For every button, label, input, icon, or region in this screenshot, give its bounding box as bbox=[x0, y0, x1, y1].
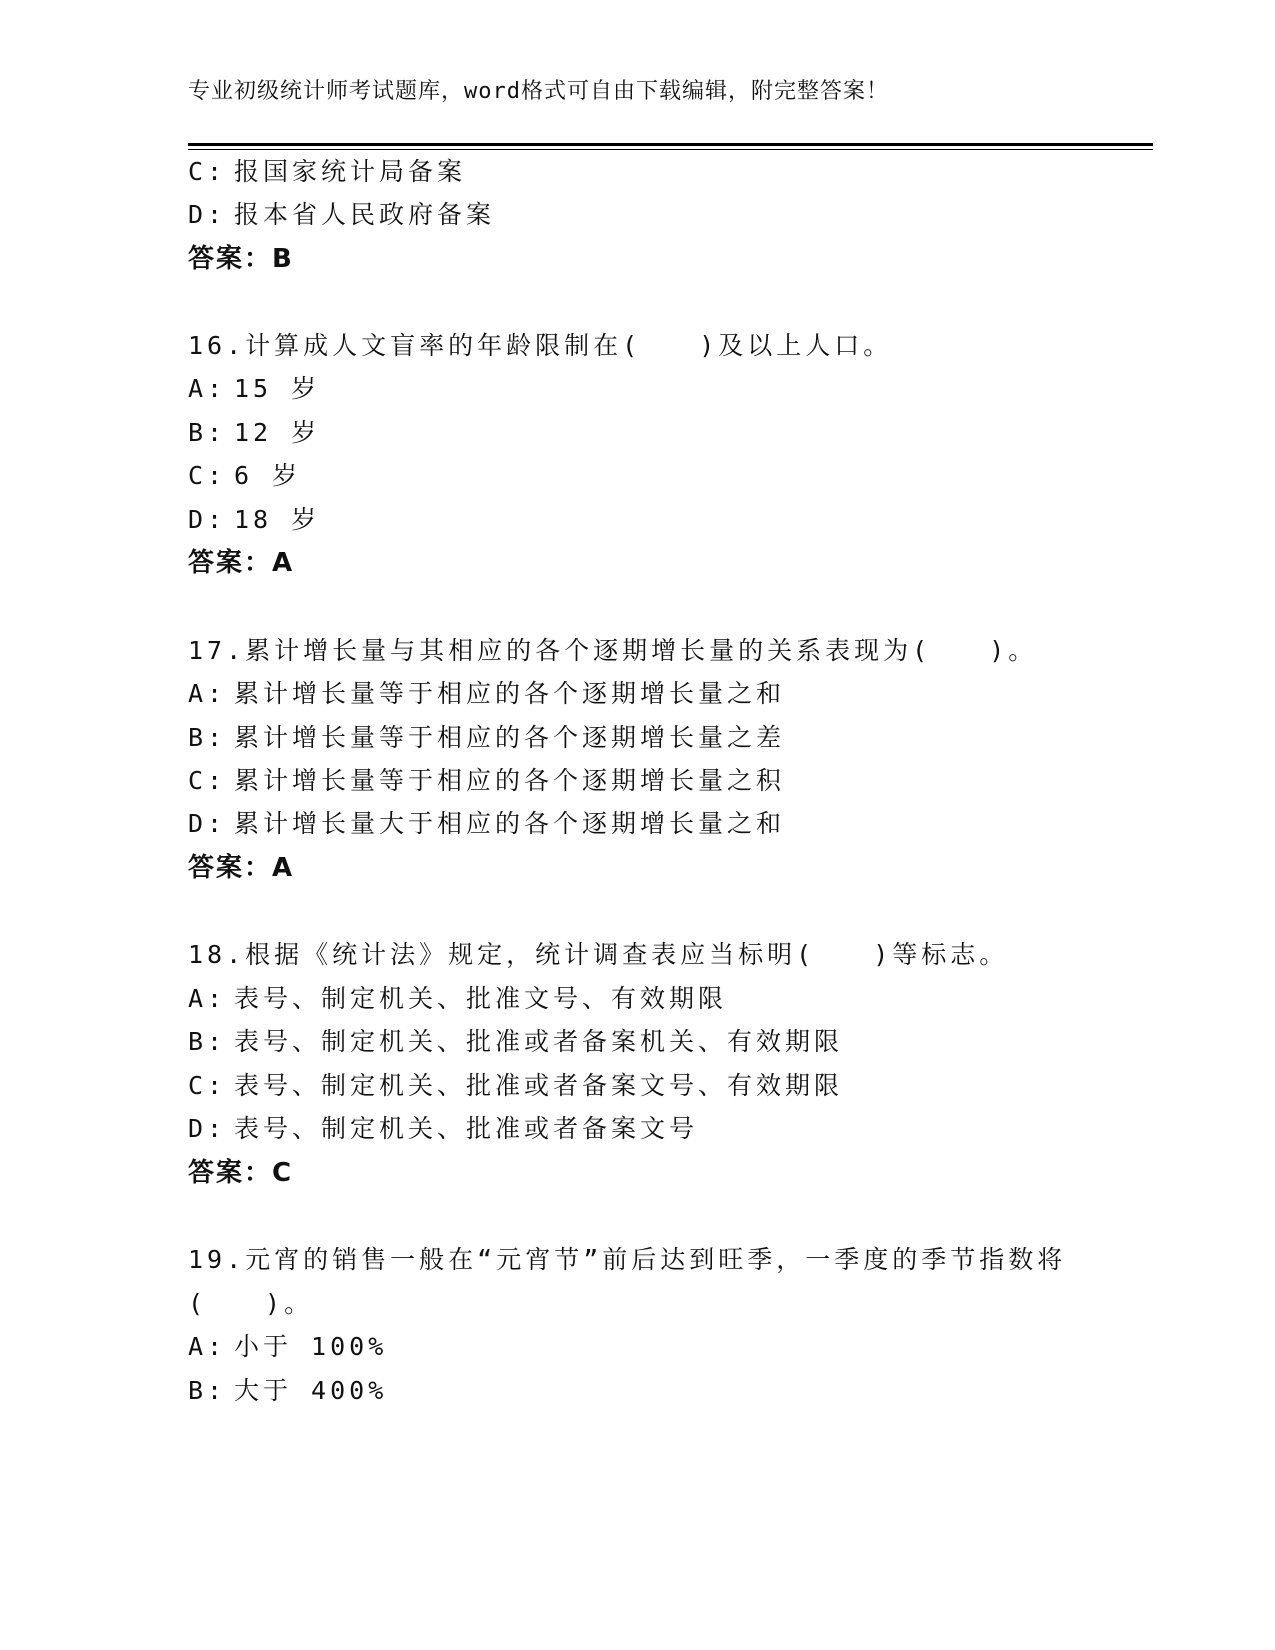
q19-stem-line1: 19.元宵的销售一般在“元宵节”前后达到旺季，一季度的季节指数将 bbox=[188, 1245, 1067, 1274]
option-key: C: bbox=[188, 461, 227, 490]
q18-option-c bbox=[188, 1070, 843, 1102]
option-key: D: bbox=[188, 1114, 227, 1143]
q19-option-a bbox=[188, 1331, 387, 1363]
option-key: A: bbox=[188, 679, 227, 708]
option-text: 累计增长量大于相应的各个逐期增长量之和 bbox=[234, 809, 786, 838]
q15-option-d bbox=[188, 199, 495, 231]
option-text: 12 岁 bbox=[234, 418, 321, 447]
q16-option-b bbox=[188, 417, 320, 449]
option-text: 累计增长量等于相应的各个逐期增长量之差 bbox=[234, 723, 786, 752]
option-text: 报本省人民政府备案 bbox=[234, 200, 496, 229]
option-key: B: bbox=[188, 1376, 227, 1405]
q15-option-c bbox=[188, 156, 466, 188]
q18-option-b bbox=[188, 1026, 843, 1058]
q16-stem: 16.计算成人文盲率的年龄限制在( )及以上人口。 bbox=[188, 331, 893, 360]
option-key: B: bbox=[188, 418, 227, 447]
q16-answer: 答案：A bbox=[188, 548, 295, 578]
q17-answer: 答案：A bbox=[188, 853, 295, 883]
option-text: 表号、制定机关、批准或者备案机关、有效期限 bbox=[234, 1027, 844, 1056]
q17-stem: 17.累计增长量与其相应的各个逐期增长量的关系表现为( )。 bbox=[188, 636, 1038, 665]
q19-stem-line2: ( )。 bbox=[188, 1289, 314, 1318]
q18-option-a bbox=[188, 983, 727, 1015]
option-text: 表号、制定机关、批准或者备案文号 bbox=[234, 1114, 699, 1143]
q18-option-d bbox=[188, 1113, 698, 1145]
option-text: 累计增长量等于相应的各个逐期增长量之积 bbox=[234, 766, 786, 795]
q18-answer: 答案：C bbox=[188, 1158, 294, 1188]
option-text: 15 岁 bbox=[234, 374, 321, 403]
q15-answer: 答案：B bbox=[188, 244, 294, 274]
q17-option-a bbox=[188, 678, 785, 710]
option-text: 6 岁 bbox=[234, 461, 302, 490]
option-text: 累计增长量等于相应的各个逐期增长量之和 bbox=[234, 679, 786, 708]
q16-option-d bbox=[188, 504, 320, 536]
option-key: D: bbox=[188, 200, 227, 229]
option-key: D: bbox=[188, 809, 227, 838]
option-text: 小于 100% bbox=[234, 1332, 388, 1361]
q16-option-a bbox=[188, 373, 320, 405]
option-key: C: bbox=[188, 157, 227, 186]
option-key: B: bbox=[188, 1027, 227, 1056]
q19-option-b bbox=[188, 1375, 387, 1407]
page-header: 专业初级统计师考试题库，word格式可自由下载编辑，附完整答案！ bbox=[188, 79, 889, 104]
option-key: A: bbox=[188, 984, 227, 1013]
option-key: A: bbox=[188, 1332, 227, 1361]
q17-option-c bbox=[188, 765, 785, 797]
option-text: 表号、制定机关、批准或者备案文号、有效期限 bbox=[234, 1071, 844, 1100]
q17-option-d bbox=[188, 808, 785, 840]
option-key: B: bbox=[188, 723, 227, 752]
option-key: D: bbox=[188, 505, 227, 534]
header-rule-thick bbox=[188, 143, 1153, 146]
option-text: 报国家统计局备案 bbox=[234, 157, 467, 186]
option-key: C: bbox=[188, 766, 227, 795]
option-text: 18 岁 bbox=[234, 505, 321, 534]
option-key: C: bbox=[188, 1071, 227, 1100]
option-key: A: bbox=[188, 374, 227, 403]
q16-option-c bbox=[188, 460, 301, 492]
option-text: 表号、制定机关、批准文号、有效期限 bbox=[234, 984, 728, 1013]
option-text: 大于 400% bbox=[234, 1376, 388, 1405]
q18-stem: 18.根据《统计法》规定，统计调查表应当标明( )等标志。 bbox=[188, 940, 1009, 969]
header-rule-thin bbox=[188, 149, 1153, 150]
q17-option-b bbox=[188, 722, 785, 754]
